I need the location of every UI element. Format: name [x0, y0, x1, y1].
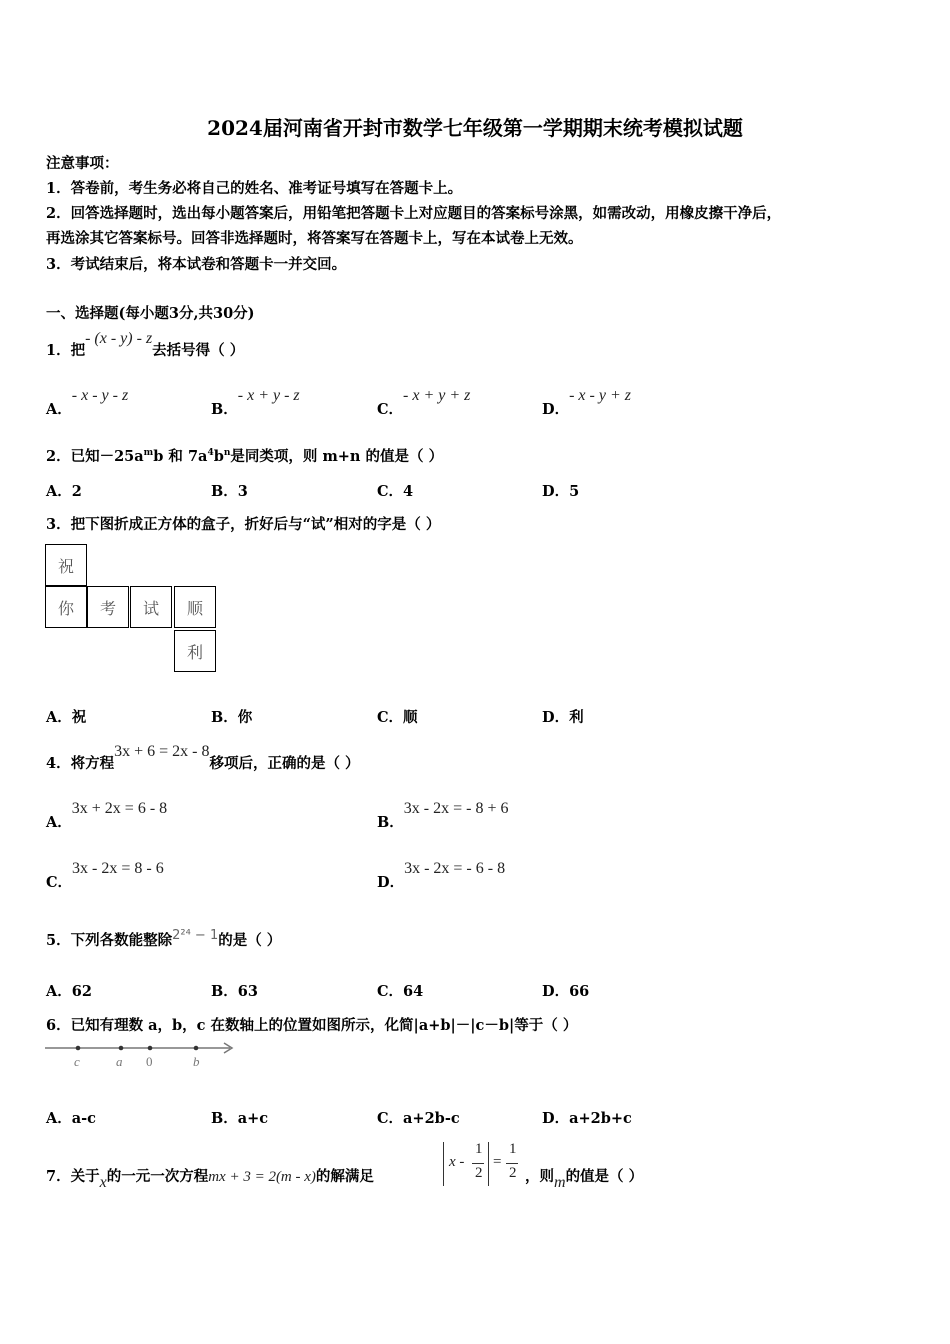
axis-label-a: a [116, 1054, 123, 1069]
q3-option-a: A．祝 [46, 709, 87, 726]
q5-option-b: B．63 [211, 983, 258, 1000]
notice-item-1: 1．答卷前，考生务必将自己的姓名、准考证号填写在答题卡上。 [46, 180, 463, 197]
q4-option-c: C．3x - 2x = 8 - 6 [46, 860, 164, 891]
q4-option-a: A．3x + 2x = 6 - 8 [46, 800, 168, 831]
question-4: 4．将方程3x + 6 = 2x - 8移项后，正确的是（ ） [46, 743, 360, 772]
net-cell-ni: 你 [45, 586, 87, 628]
net-cell-li: 利 [174, 630, 216, 672]
q5-option-c: C．64 [377, 983, 424, 1000]
q1-expression: - (x - y) - z [85, 330, 153, 347]
notice-heading: 注意事项： [46, 155, 119, 172]
question-2: 2．已知$-25a^mb$ 和 $7a^4b^n$是同类项，则 m+n 的值是（ ） [46, 448, 444, 465]
q1-prefix: 1．把 [46, 342, 86, 359]
q3-option-b: B．你 [211, 709, 253, 726]
q3-option-c: C．顺 [377, 709, 418, 726]
net-cell-kao: 考 [87, 586, 129, 628]
question-1 [46, 330, 245, 360]
q5-expression: 2²⁴ − 1 [172, 928, 219, 943]
q5-option-a: A．62 [46, 983, 92, 1000]
notice-item-2b: 再选涂其它答案标号。回答非选择题时，将答案写在答题卡上，写在本试卷上无效。 [46, 230, 583, 247]
question-3: 3．把下图折成正方体的盒子，折好后与“试”相对的字是（ ） [46, 516, 441, 533]
axis-label-b: b [193, 1054, 200, 1069]
question-5: 5．下列各数能整除2²⁴ − 1的是（ ） [46, 928, 282, 949]
page-title: 2024届河南省开封市数学七年级第一学期期末统考模拟试题 [207, 116, 743, 140]
net-cell-shi: 试 [130, 586, 172, 628]
axis-label-c: c [74, 1054, 80, 1069]
question-7-tail: ，则m的值是（ ） [525, 1168, 644, 1191]
net-cell-shun: 顺 [174, 586, 216, 628]
q4-option-b: B．3x - 2x = - 8 + 6 [377, 800, 509, 831]
q6-option-c: C．a+2b-c [377, 1110, 460, 1127]
notice-item-2a: 2．回答选择题时，选出每小题答案后，用铅笔把答题卡上对应题目的答案标号涂黑，如需改动，用橡皮擦干净后， [46, 205, 782, 222]
q1-option-d: D．- x - y + z [542, 387, 631, 418]
q1-suffix: 去括号得（ ） [152, 342, 245, 359]
q2-option-a: A．2 [46, 483, 82, 500]
number-line [44, 1040, 239, 1074]
q2-option-d: D．5 [542, 483, 580, 500]
q7-abs-expression: x - 1 2 = 1 2 [443, 1142, 525, 1188]
q2-option-c: C．4 [377, 483, 414, 500]
question-6: 6．已知有理数 a，b，c 在数轴上的位置如图所示，化简|a+b|－|c－b|等于（ ） [46, 1017, 578, 1034]
q6-option-b: B．a+c [211, 1110, 269, 1127]
notice-item-3: 3．考试结束后，将本试卷和答题卡一并交回。 [46, 256, 347, 273]
axis-label-zero: 0 [146, 1054, 153, 1069]
q6-option-d: D．a+2b+c [542, 1110, 632, 1127]
q2-option-b: B．3 [211, 483, 248, 500]
net-cell-zhu: 祝 [45, 544, 87, 586]
q6-option-a: A．a-c [46, 1110, 96, 1127]
section-heading: 一、选择题(每小题3分,共30分) [46, 305, 255, 322]
q5-option-d: D．66 [542, 983, 590, 1000]
q1-option-c: C．- x + y + z [377, 387, 471, 418]
q4-expression: 3x + 6 = 2x - 8 [114, 743, 210, 760]
q1-option-b: B．- x + y - z [211, 387, 300, 418]
q1-option-a: A．- x - y - z [46, 387, 129, 418]
question-7: 7．关于x的一元一次方程mx + 3 = 2(m - x)的解满足 [46, 1168, 374, 1191]
q3-option-d: D．利 [542, 709, 584, 726]
q7-expression: mx + 3 = 2(m - x) [208, 1169, 316, 1185]
q4-option-d: D．3x - 2x = - 6 - 8 [377, 860, 506, 891]
